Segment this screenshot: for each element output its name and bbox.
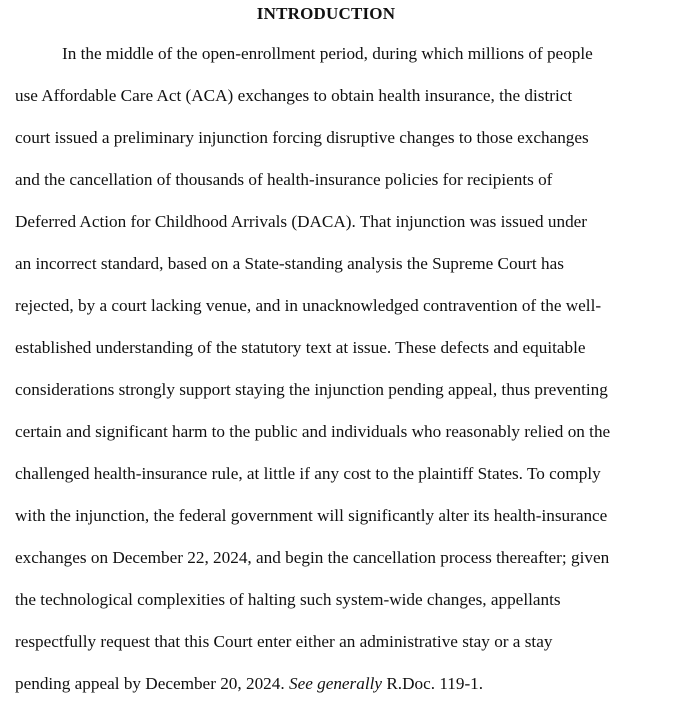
paragraph-line-5: Deferred Action for Childhood Arrivals (DACA). That injunction was issued under	[15, 212, 588, 231]
paragraph-line-3: court issued a preliminary injunction forcing disruptive changes to those exchanges	[15, 128, 589, 147]
paragraph-line-11: challenged health-insurance rule, at little if any cost to the plaintiff States. To comply	[15, 464, 601, 483]
paragraph-line-12: with the injunction, the federal government will significantly alter its health-insurance	[15, 506, 608, 525]
paragraph-line-13: exchanges on December 22, 2024, and begin the cancellation process thereafter; given	[15, 548, 610, 567]
paragraph-line-15: respectfully request that this Court enter either an administrative stay or a stay	[15, 632, 553, 651]
paragraph-line-14: the technological complexities of halting such system-wide changes, appellants	[15, 590, 561, 609]
record-citation: R.Doc. 119-1.	[382, 674, 484, 693]
paragraph-line-8: established understanding of the statutory text at issue. These defects and equitable	[15, 338, 586, 357]
paragraph-line-7: rejected, by a court lacking venue, and in unacknowledged contravention of the well-	[15, 296, 602, 315]
section-heading: INTRODUCTION	[256, 4, 396, 23]
paragraph-line-1: In the middle of the open-enrollment period, during which millions of people	[62, 44, 593, 63]
paragraph-line-10: certain and significant harm to the public and individuals who reasonably relied on the	[15, 422, 611, 441]
paragraph-line-4: and the cancellation of thousands of health-insurance policies for recipients of	[15, 170, 553, 189]
citation-signal: See generally	[288, 674, 383, 693]
paragraph-line-2: use Affordable Care Act (ACA) exchanges to obtain health insurance, the district	[15, 86, 573, 105]
paragraph-line-16	[15, 674, 483, 694]
paragraph-line-6: an incorrect standard, based on a State-standing analysis the Supreme Court has	[15, 254, 564, 273]
paragraph-line-9: considerations strongly support staying the injunction pending appeal, thus preventing	[15, 380, 608, 399]
last-line-text: pending appeal by December 20, 2024.	[15, 674, 289, 693]
